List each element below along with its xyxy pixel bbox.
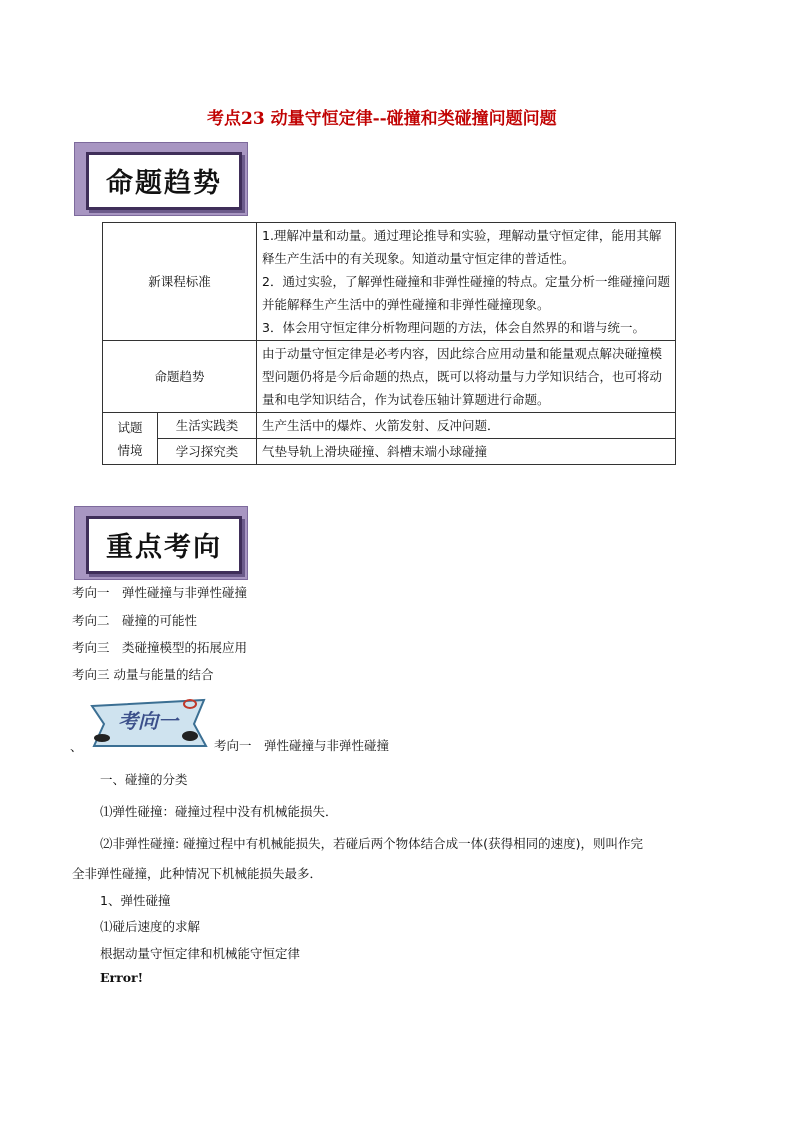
context-category: 学习探究类 (158, 439, 257, 465)
key-item: 考向三 动量与能量的结合 (72, 667, 214, 682)
table-row (103, 341, 676, 413)
section-sub-1: 一、碰撞的分类 (100, 772, 188, 787)
paragraph-2a: ⑵非弹性碰撞: 碰撞过程中有机械能损失，若碰后两个物体结合成一体(获得相同的速度)，则叫作完 (100, 836, 643, 851)
standard-head: 新课程标准 (103, 223, 257, 341)
error-text: Error! (100, 970, 144, 985)
context-content: 生产生活中的爆炸、火箭发射、反冲问题． (257, 413, 676, 439)
paragraph-4: 根据动量守恒定律和机械能守恒定律 (100, 946, 301, 961)
paragraph-3: ⑴碰后速度的求解 (100, 919, 201, 934)
section-mark: 、 (70, 739, 83, 754)
key-item: 考向二 碰撞的可能性 (72, 613, 198, 628)
context-category: 生活实践类 (158, 413, 257, 439)
key-banner-label: 重点考向 (106, 532, 222, 563)
section-sub-2: 1、弹性碰撞 (100, 893, 171, 908)
course-standard-table (102, 222, 676, 465)
paragraph-2b: 全非弹性碰撞，此种情况下机械能损失最多． (72, 866, 323, 881)
section-heading: 考向一 弹性碰撞与非弹性碰撞 (214, 738, 390, 753)
context-head-line-1: 试题 (117, 419, 143, 435)
standard-line-3: 3．体会用守恒定律分析物理问题的方法，体会自然界的和谐与统一。 (262, 320, 645, 335)
context-head-line-2: 情境 (117, 442, 143, 458)
key-banner (74, 506, 252, 582)
trend-banner-label: 命题趋势 (106, 168, 222, 199)
context-head (103, 413, 158, 465)
paragraph-1: ⑴弹性碰撞：碰撞过程中没有机械能损失． (100, 804, 338, 819)
table-row (103, 439, 676, 465)
table-row (103, 413, 676, 439)
trend-banner (74, 142, 252, 218)
ribbon-label: 考向一 (118, 709, 178, 733)
ribbon-badge (82, 696, 214, 752)
page-title: 考点23 动量守恒定律--碰撞和类碰撞问题问题 (207, 109, 557, 129)
trend-cell: 由于动量守恒定律是必考内容，因此综合应用动量和能量观点解决碰撞模型问题仍将是今后命题的热点，既可以将动量与力学知识结合，也可将动量和电学知识结合，作为试卷压轴计算题进行命题。 (257, 341, 676, 413)
trend-head: 命题趋势 (103, 341, 257, 413)
key-item: 考向三 类碰撞模型的拓展应用 (72, 640, 248, 655)
standard-cell (257, 223, 676, 341)
context-content: 气垫导轨上滑块碰撞、斜槽末端小球碰撞 (257, 439, 676, 465)
table-row (103, 223, 676, 341)
key-item: 考向一 弹性碰撞与非弹性碰撞 (72, 585, 248, 600)
standard-line-2: 2．通过实验，了解弹性碰撞和非弹性碰撞的特点。定量分析一维碰撞问题并能解释生产生活中的弹性碰撞和非弹性碰撞现象。 (262, 274, 670, 312)
standard-line-1: 1.理解冲量和动量。通过理论推导和实验，理解动量守恒定律，能用其解释生产生活中的有关现象。知道动量守恒定律的普适性。 (262, 228, 662, 266)
